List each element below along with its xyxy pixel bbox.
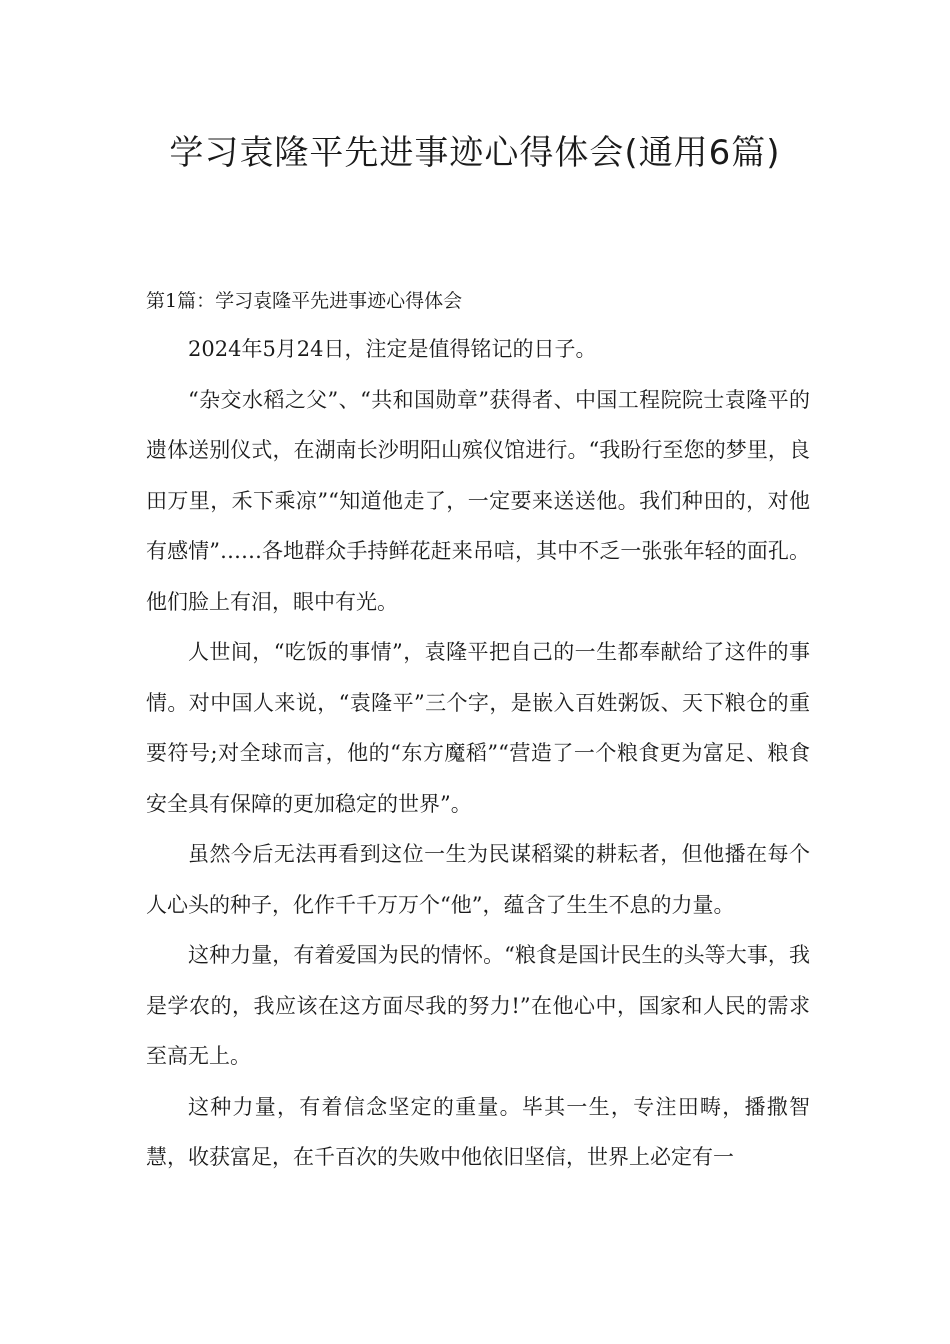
chapter-heading: 第1篇：学习袁隆平先进事迹心得体会 [146,290,463,312]
paragraph: 人世间，“吃饭的事情”，袁隆平把自己的一生都奉献给了这件的事情。对中国人来说，“袁隆平”三个字，是嵌入百姓粥饭、天下粮仓的重要符号;对全球而言，他的“东方魔稻”“营造了一个粮食更为富足、粮食安全具有保障的更加稳定的世界”。 [146,640,810,816]
paragraph: 这种力量，有着爱国为民的情怀。“粮食是国计民生的头等大事，我是学农的，我应该在这方面尽我的努力!”在他心中，国家和人民的需求至高无上。 [146,943,810,1068]
document-title: 学习袁隆平先进事迹心得体会(通用6篇) [169,133,781,173]
paragraph: 虽然今后无法再看到这位一生为民谋稻粱的耕耘者，但他播在每个人心头的种子，化作千千万万个“他”，蕴含了生生不息的力量。 [146,842,810,917]
paragraph: 2024年5月24日，注定是值得铭记的日子。 [188,337,597,361]
paragraph: “杂交水稻之父”、“共和国勋章”获得者、中国工程院院士袁隆平的遗体送别仪式，在湖南长沙明阳山殡仪馆进行。“我盼行至您的梦里，良田万里，禾下乘凉”“知道他走了，一定要来送送他。我们种田的，对他有感情”……各地群众手持鲜花赶来吊唁，其中不乏一张张年轻的面孔。他们脸上有泪，眼中有光。 [146,387,810,614]
paragraph: 这种力量，有着信念坚定的重量。毕其一生，专注田畴，播撒智慧，收获富足，在千百次的失败中他依旧坚信，世界上必定有一 [146,1094,810,1169]
document-body [146,282,810,1183]
